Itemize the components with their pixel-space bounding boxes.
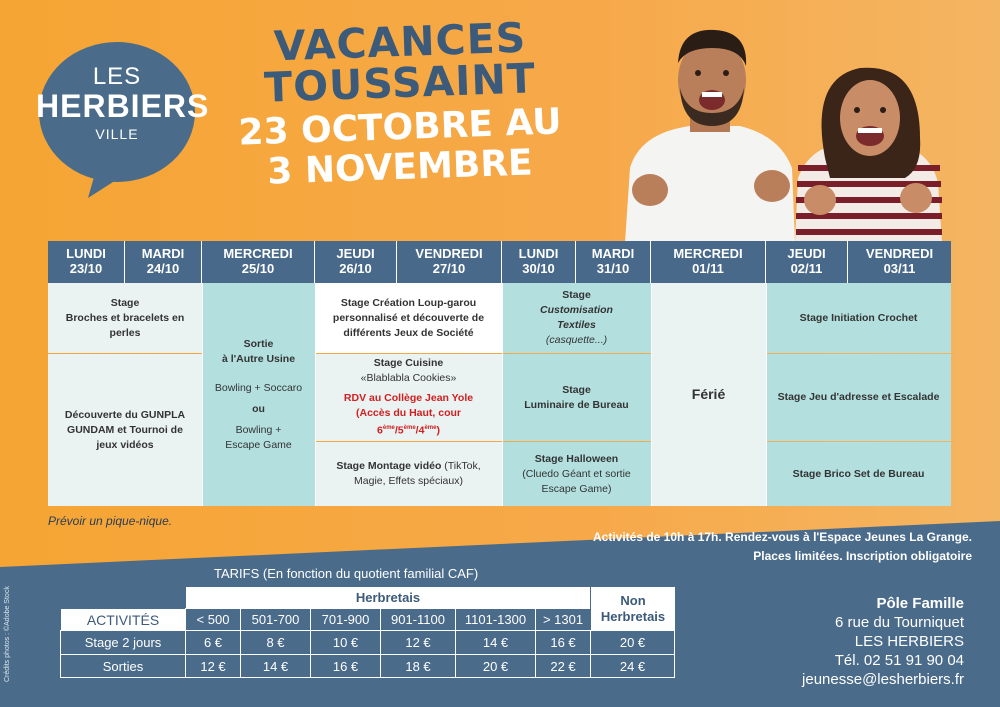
price-cell: 12 € <box>380 630 455 654</box>
activity-bracelets: Stage Broches et bracelets en perles <box>48 283 202 353</box>
price-cell: 16 € <box>535 630 590 654</box>
bracket: 701-900 <box>310 608 380 630</box>
row-label: Sorties <box>60 654 185 678</box>
title-dates-2: 3 NOVEMBRE <box>266 142 534 193</box>
activity-escalade: Stage Jeu d'adresse et Escalade <box>766 354 951 441</box>
header-day: JEUDI 02/11 <box>766 241 848 283</box>
price-cell: 8 € <box>240 630 310 654</box>
activity-luminaire: Stage Luminaire de Bureau <box>502 354 651 441</box>
activity-brico: Stage Brico Set de Bureau <box>766 442 951 506</box>
activity-cuisine: Stage Cuisine «Blablabla Cookies» RDV au Collège Jean Yole (Accès du Haut, cour 6ème/5ème/4ème) <box>315 354 502 441</box>
activity-customisation: Stage Customisation Textiles (casquette...) <box>502 283 651 353</box>
bracket: 901-1100 <box>380 608 455 630</box>
header-activites: ACTIVITÉS <box>60 608 185 630</box>
bracket: < 500 <box>185 608 240 630</box>
title-vacances: VACANCES <box>272 13 527 71</box>
price-cell: 20 € <box>455 654 535 678</box>
schedule-table <box>48 241 951 506</box>
header-day: JEUDI 26/10 <box>315 241 397 283</box>
activity-crochet: Stage Initiation Crochet <box>766 283 951 353</box>
page-title <box>220 13 580 193</box>
header-day: LUNDI 23/10 <box>48 241 125 283</box>
activity-montage-video: Stage Montage vidéo (TikTok, Magie, Effets spéciaux) <box>315 442 502 506</box>
contact-email[interactable]: jeunesse@lesherbiers.fr <box>802 671 964 688</box>
photo-credits: Crédits photos : ©Adobe Stock <box>4 586 11 682</box>
contact-city: LES HERBIERS <box>854 633 964 650</box>
picnic-note: Prévoir un pique-nique. <box>48 514 173 528</box>
cheering-people-illustration <box>620 18 950 243</box>
price-cell-non: 20 € <box>590 630 675 654</box>
price-cell: 16 € <box>310 654 380 678</box>
bracket: > 1301 <box>535 608 590 630</box>
activity-halloween: Stage Halloween (Cluedo Géant et sortie Escape Game) <box>502 442 651 506</box>
price-cell: 18 € <box>380 654 455 678</box>
activity-loup-garou: Stage Création Loup-garou personnalisé et découverte de différents Jeux de Société <box>315 283 502 353</box>
header-day: MARDI 24/10 <box>125 241 202 283</box>
price-cell: 12 € <box>185 654 240 678</box>
activity-gunpla: Découverte du GUNPLA GUNDAM et Tournoi de jeux vidéos <box>48 354 202 506</box>
logo-herbiers: HERBIERS <box>36 88 210 124</box>
header-non-herbretais: Non Herbretais <box>590 586 675 630</box>
row-label: Stage 2 jours <box>60 630 185 654</box>
logo-les: LES <box>92 63 142 90</box>
holiday-cell: Férié <box>651 283 766 506</box>
price-cell: 14 € <box>240 654 310 678</box>
info-text: Activités de 10h à 17h. Rendez-vous à l'Espace Jeunes La Grange. Places limitées. Inscription obligatoire <box>592 530 972 563</box>
price-cell: 10 € <box>310 630 380 654</box>
header-day: VENDREDI 27/10 <box>397 241 502 283</box>
header-day: MERCREDI 01/11 <box>651 241 766 283</box>
bracket: 501-700 <box>240 608 310 630</box>
price-cell: 6 € <box>185 630 240 654</box>
price-cell: 14 € <box>455 630 535 654</box>
header-day: MARDI 31/10 <box>576 241 651 283</box>
title-dates-1: 23 OCTOBRE AU <box>237 101 563 154</box>
title-toussaint: TOUSSAINT <box>263 54 537 112</box>
header-herbretais: Herbretais <box>185 586 590 608</box>
header-day: LUNDI 30/10 <box>502 241 576 283</box>
price-cell-non: 24 € <box>590 654 675 678</box>
contact-title: Pôle Famille <box>876 595 964 612</box>
contact-address: 6 rue du Tourniquet <box>835 614 964 631</box>
tarifs-title: TARIFS (En fonction du quotient familial CAF) <box>214 566 479 581</box>
logo-ville: VILLE <box>95 126 139 142</box>
header-day: VENDREDI 03/11 <box>848 241 951 283</box>
price-cell: 22 € <box>535 654 590 678</box>
bracket: 1101-1300 <box>455 608 535 630</box>
contact-phone: Tél. 02 51 91 90 04 <box>834 652 964 669</box>
contact-block <box>802 594 964 689</box>
city-logo <box>36 40 210 200</box>
header-day: MERCREDI 25/10 <box>202 241 315 283</box>
activity-sortie-usine: Sortie à l'Autre Usine Bowling + Soccaro ou Bowling + Escape Game <box>202 283 315 506</box>
